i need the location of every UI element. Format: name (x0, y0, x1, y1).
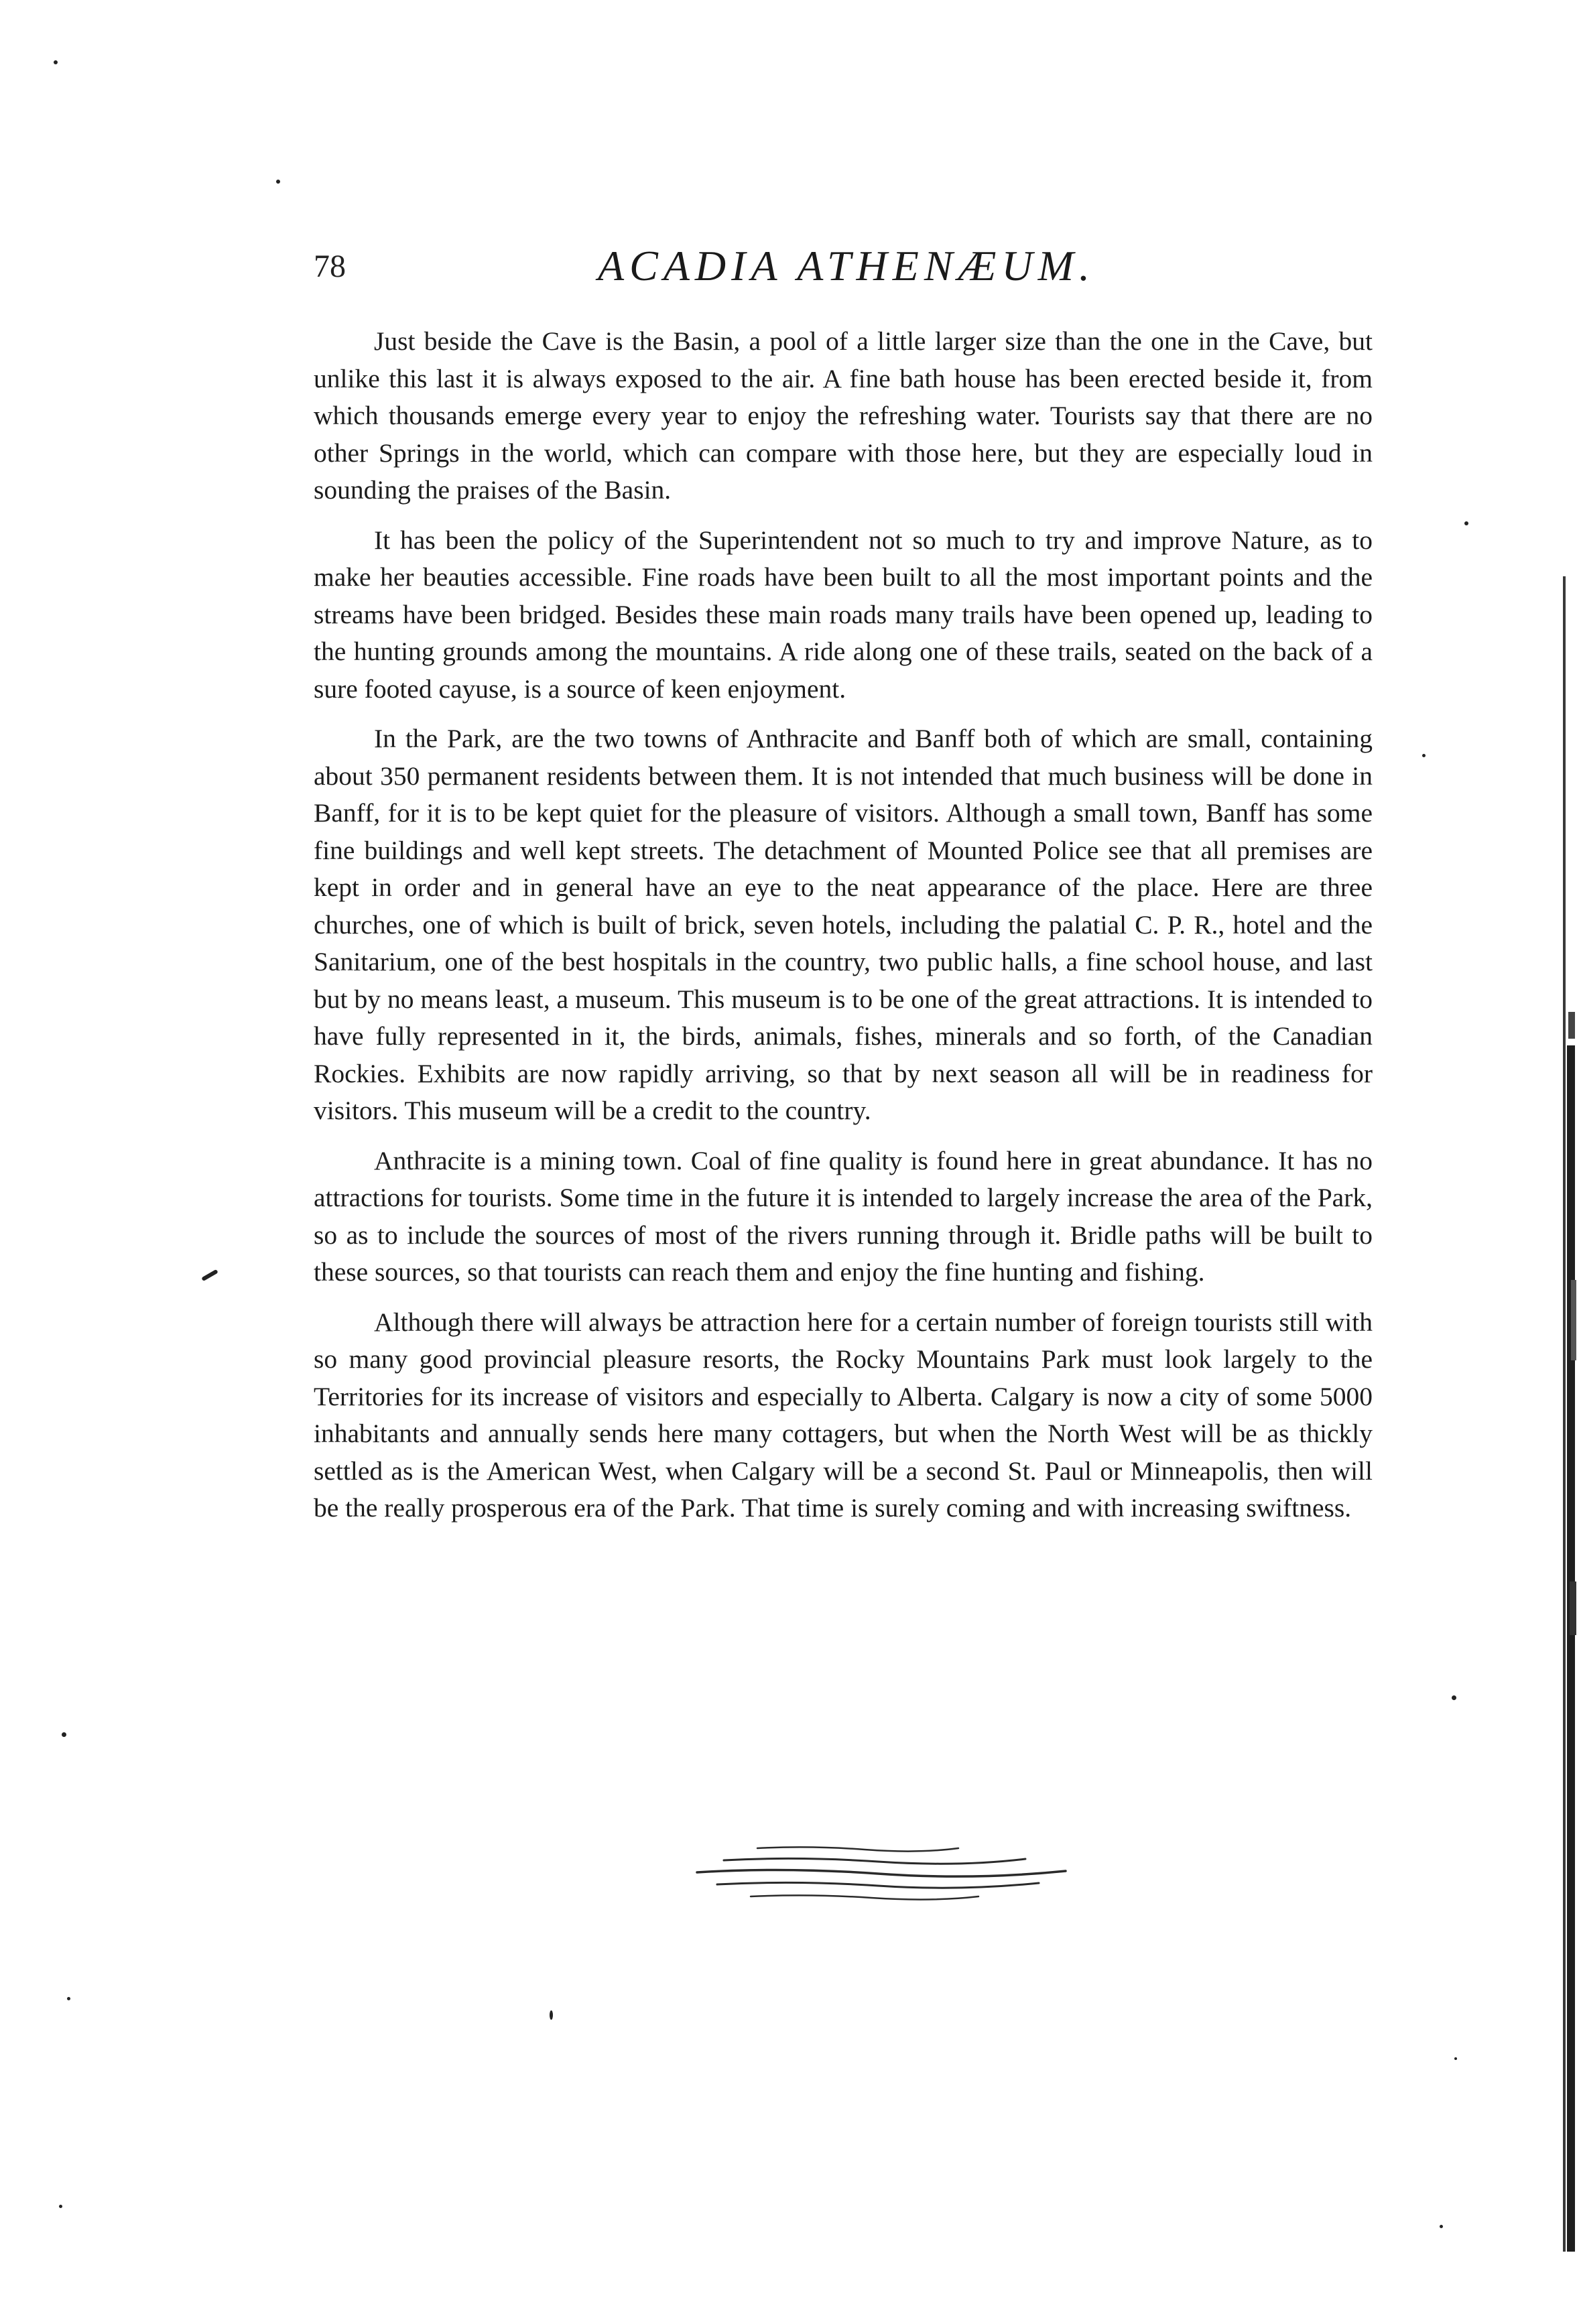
running-title: ACADIA ATHENÆUM. (598, 242, 1095, 289)
paragraph-towns: In the Park, are the two towns of Anthracite and Banff both of which are small, containing about 350 permanent residents between them. It is not intended that much business will be done in Banff, for it is to be kept quiet for the pleasure of visitors. Although a small town, Banff has some fine buildings and well kept streets. The detachment of Mounted Police see that all premises are kept in order and in general have an eye to the neat appearance of the place. Here are three churches, one of which is built of brick, seven hotels, including the palatial C. P. R., hotel and the Sanitarium, one of the best hospitals in the country, two public halls, a fine school house, and last but by no means least, a museum. This museum is to be one of the great attractions. It is intended to have fully represented in it, the birds, animals, fishes, minerals and so forth, of the Canadian Rockies. Exhibits are now rapidly arriving, so that by next season all will be in readiness for visitors. This museum will be a credit to the country. (314, 724, 1373, 1125)
section-end-ornament (677, 1836, 1079, 1910)
scan-speck (1440, 2225, 1443, 2228)
paragraph-anthracite: Anthracite is a mining town. Coal of fine quality is found here in great abundance. It has no attractions for tourists. Some time in the future it is intended to largely increase the area of the Park, so as to include the sources of most of the rivers running through it. Bridle paths will be built to these sources, so that tourists can reach them and enjoy the fine hunting and fishing. (314, 1145, 1373, 1287)
scan-speck (276, 180, 280, 184)
scan-binding-edge (1554, 576, 1579, 2252)
article-body (314, 323, 1373, 1540)
scan-speck (59, 2205, 62, 2208)
paragraph-visitors: Although there will always be attraction here for a certain number of foreign tourists still with so many good provincial pleasure resorts, the Rocky Mountains Park must look largely to the Territories for its increase of visitors and especially to Alberta. Calgary is now a city of some 5000 inhabitants and annually sends here many cottagers, but when the North West will be as thickly settled as is the American West, when Calgary will be a second St. Paul or Minneapolis, then will be the really prosperous era of the Park. That time is surely coming and with increasing swiftness. (314, 1307, 1373, 1523)
scan-speck (1452, 1695, 1456, 1700)
scan-speck (1464, 521, 1468, 525)
scan-speck (62, 1732, 66, 1737)
scan-speck (1422, 754, 1426, 757)
page-number: 78 (314, 249, 346, 284)
paragraph-basin: Just beside the Cave is the Basin, a pool of a little larger size than the one in the Cave, but unlike this last it is always exposed to the air. A fine bath house has been erected beside it, from which thousands emerge every year to enjoy the refreshing water. Tourists say that there are no other Springs in the world, which can compare with those here, but they are especially loud in sounding the praises of the Basin. (314, 326, 1373, 505)
scan-speck (67, 1997, 70, 2000)
scan-speck (54, 60, 58, 64)
page-header (314, 241, 1379, 302)
scan-speck (550, 2010, 553, 2020)
paragraph-roads: It has been the policy of the Superintendent not so much to try and improve Nature, as to make her beauties accessible. Fine roads have been built to all the most important points and the streams have been bridged. Besides these main roads many trails have been opened up, leading to the hunting grounds among the mountains. A ride along one of these trails, seated on the back of a sure footed cayuse, is a source of keen enjoyment. (314, 525, 1373, 704)
scan-speck (1454, 2057, 1457, 2060)
scan-speck (201, 1269, 218, 1281)
